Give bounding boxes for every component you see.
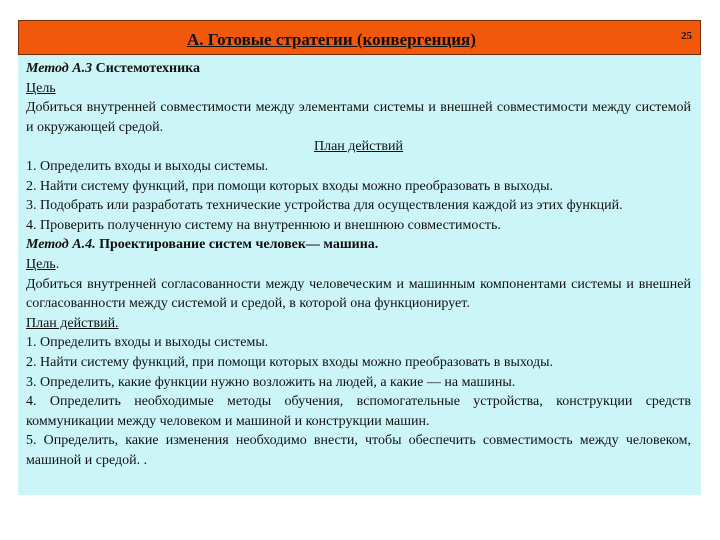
method-a3-plan-label: План действий [313, 139, 404, 155]
method-a4-step: 3. Определить, какие функции нужно возложить на людей, а какие — на машины. [26, 374, 516, 390]
method-a4-step: 4. Определить необходимые методы обучения, вспомогательные устройства, конструкции средств коммуникации между человеком и машиной и конструкции машин. [26, 394, 691, 429]
method-a4-goal-text: Добиться внутренней согласованности между человеческим и машинным компонентами системы и внешней согласованности между системой и средой, в которой она функционирует. [26, 276, 691, 312]
method-a3-step: 4. Проверить полученную систему на внутреннюю и внешнюю совместимость. [26, 217, 501, 233]
method-a3-step: 1. Определить входы и выходы системы. [26, 158, 269, 174]
method-a4-goal-line: Цель. [26, 256, 60, 272]
slide-content [26, 59, 691, 470]
slide-header [18, 20, 701, 55]
method-a3-step: 2. Найти систему функций, при помощи которых входы можно преобразовать в выходы. [26, 178, 553, 194]
slide-title: А. Готовые стратегии (конвергенция) [187, 30, 476, 49]
method-a3-goal-label: Цель [26, 80, 56, 96]
method-a4-step: 2. Найти систему функций, при помощи которых входы можно преобразовать в выходы. [26, 354, 553, 370]
method-a4-label: Метод А.4. [26, 237, 96, 253]
method-a3-name: Системотехника [95, 61, 201, 76]
method-a3-step: 3. Подобрать или разработать технические устройства для осуществления каждой из этих функций. [26, 198, 623, 214]
method-a3-heading [26, 59, 691, 79]
method-a3-label: Метод А.3 [26, 61, 93, 76]
method-a4-step: 1. Определить входы и выходы системы. [26, 335, 269, 351]
method-a4-step: 5. Определить, какие изменения необходимо внести, чтобы обеспечить совместимость между человеком, машиной и средой. . [26, 433, 691, 468]
slide [18, 20, 701, 495]
method-a4-name: Проектирование систем человек— машина. [99, 237, 379, 253]
method-a4-heading [26, 235, 691, 255]
page-number: 25 [681, 30, 692, 42]
method-a4-goal-label: Цель [26, 256, 56, 272]
method-a4-plan-label: План действий. [26, 315, 119, 331]
method-a3-goal-text: Добиться внутренней совместимости между элементами системы и внешней совместимости между системой и окружающей средой. [26, 100, 691, 135]
